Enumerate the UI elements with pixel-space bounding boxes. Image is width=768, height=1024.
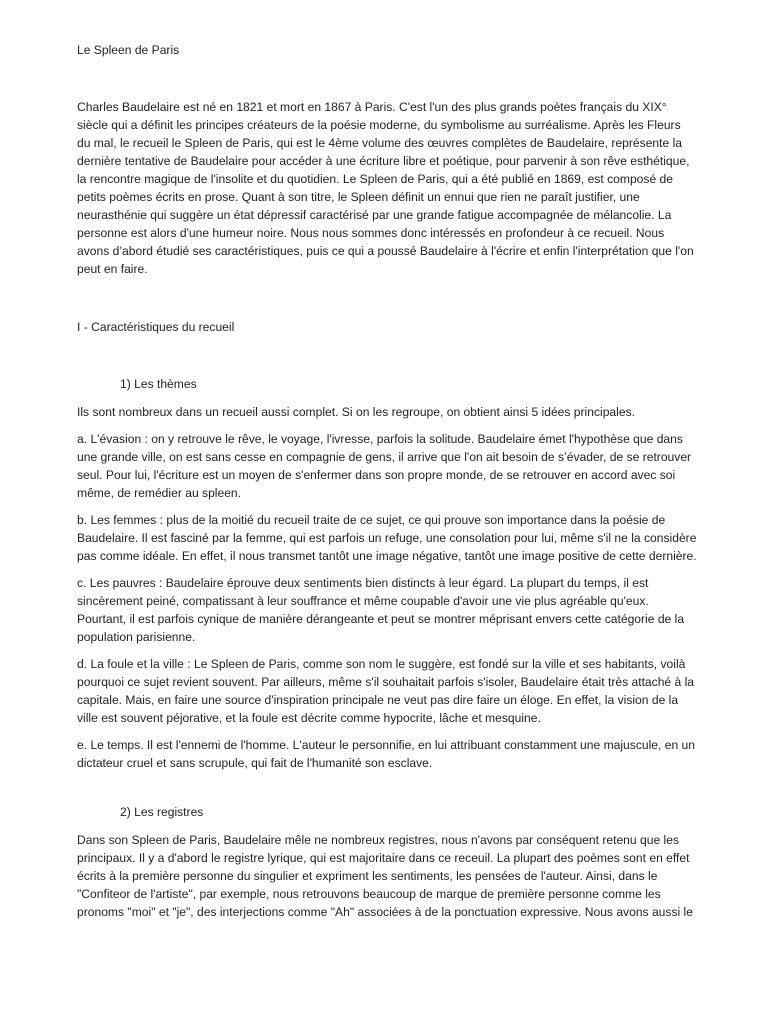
registres-paragraph: Dans son Spleen de Paris, Baudelaire mêle ne nombreux registres, nous n'avons par conséquent retenu que les principaux. Il y a d'abord le registre lyrique, qui est majoritaire dans ce receuil. La plupart des poèmes sont en effet écrits à la première personne du singulier et expriment les sentiments, les pensées de l'auteur. Ainsi, dans le "Confiteor de l'artiste", par exemple, nous retrouvons beaucoup de marque de première personne comme les pronoms "moi" et "je", des interjections comme "Ah" associées à de la ponctuation expressive. Nous avons aussi le — [77, 833, 693, 919]
subsection-heading-themes: 1) Les thèmes — [120, 377, 197, 391]
section-spacer — [77, 781, 697, 803]
theme-item-temps: e. Le temps. Il est l'ennemi de l'homme. L'auteur le personnifie, en lui attribuant constamment une majuscule, en un dictateur cruel et sans scrupule, qui fait de l'humanité son esclave. — [77, 738, 696, 770]
document-page — [77, 41, 697, 930]
section-heading: I - Caractéristiques du recueil — [77, 320, 235, 334]
theme-item-pauvres: c. Les pauvres : Baudelaire éprouve deux sentiments bien distincts à leur égard. La plupart du temps, il est sincèrement peiné, compatissant à leur souffrance et même coupable d'avoir une vie plus agréable qu'eux. Pourtant, il est parfois cynique de manière dérangeante et peut se montrer méprisant envers cette catégorie de la population parisienne. — [77, 576, 685, 644]
theme-item-evasion: a. L'évasion : on y retrouve le rêve, le voyage, l'ivresse, parfois la solitude. Baudelaire émet l'hypothèse que dans une grande ville, on est sans cesse en compagnie de gens, il arrive que l'on ait besoin de s’évader, de se retrouver seul. Pour lui, l'écriture est un moyen de s'enfermer dans son propre monde, de se retrouver en accord avec soi même, de remédier au spleen. — [77, 432, 692, 500]
theme-item-foule-ville: d. La foule et la ville : Le Spleen de Paris, comme son nom le suggère, est fondé sur la ville et ses habitants, voilà pourquoi ce sujet revient souvent. Par ailleurs, même s'il souhaitait parfois s'isoler, Baudelaire était très attaché à la capitale. Mais, en faire une source d'inspiration principale ne veut pas dire faire un éloge. En effet, la vision de la ville est souvent péjorative, et la foule est décrite comme hypocrite, lâche et mesquine. — [77, 657, 695, 725]
intro-paragraph: Charles Baudelaire est né en 1821 et mort en 1867 à Paris. C'est l'un des plus grands poètes français du XIX° siècle qui a définit les principes créateurs de la poésie moderne, du symbolisme au surréalisme. Après les Fleurs du mal, le recueil le Spleen de Paris, qui est le 4ème volume des œuvres complètes de Baudelaire, représente la dernière tentative de Baudelaire pour accéder à une écriture libre et poétique, pour parvenir à son rêve esthétique, la rencontre magique de l'insolite et du quotidien. Le Spleen de Paris, qui a été publié en 1869, est composé de petits poèmes écrits en prose. Quant à son titre, le Spleen définit un ennui que rien ne paraît justifier, une neurasthénie qui suggère un état dépressif caractérisé par une grande fatigue accompagnée de mélancolie. La personne est alors d'une humeur noire. Nous nous sommes donc intéressés en profondeur à ce recueil. Nous avons d’abord étudié ses caractéristiques, puis ce qui a poussé Baudelaire à l'écrire et enfin l'interprétation que l'on peut en faire. — [77, 100, 694, 276]
themes-lead-paragraph: Ils sont nombreux dans un recueil aussi complet. Si on les regroupe, on obtient ainsi 5 idées principales. — [77, 405, 635, 419]
theme-item-femmes: b. Les femmes : plus de la moitié du recueil traite de ce sujet, ce qui prouve son importance dans la poésie de Baudelaire. Il est fasciné par la femme, qui est parfois un refuge, une consolation pour lui, même s'il ne la considère pas comme idéale. En effet, il nous transmet tantôt une image négative, tantôt une image positive de cette dernière. — [77, 513, 697, 563]
subsection-heading-registres: 2) Les registres — [120, 805, 204, 819]
document-title: Le Spleen de Paris — [77, 43, 180, 57]
